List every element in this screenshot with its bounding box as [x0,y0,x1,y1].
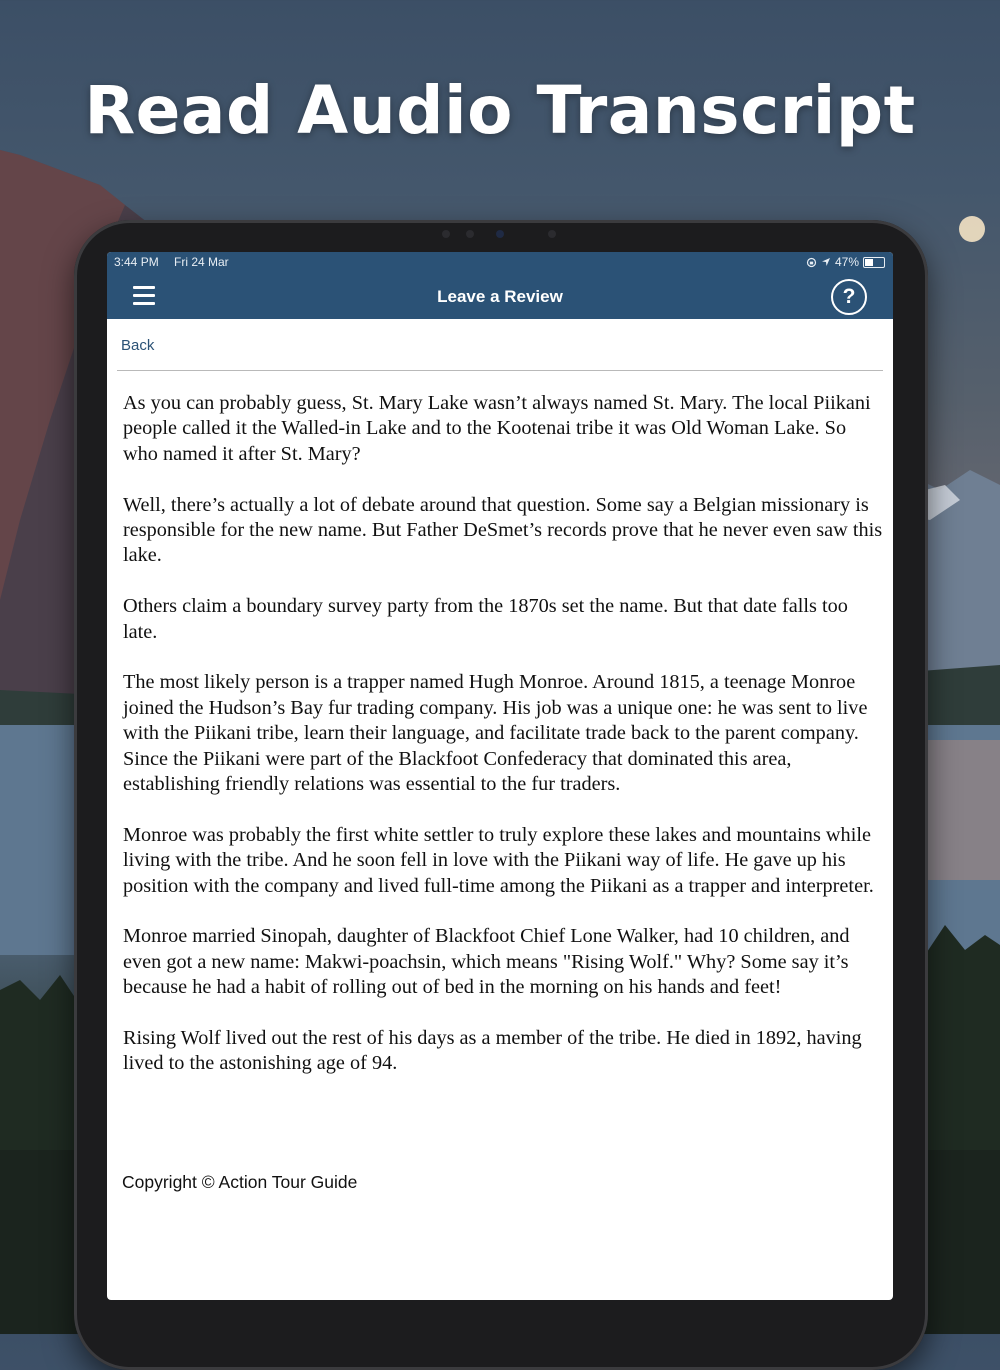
transcript-paragraph: As you can probably guess, St. Mary Lake wasn’t always named St. Mary. The local Piikani people called it the Walled-in Lake and to the Kootenai tribe it was Old Woman Lake. So who named it after St. Mary? [123,392,871,465]
battery-level-fill [865,259,873,266]
divider [117,370,883,371]
app-screen [107,252,893,1300]
camera-bar [430,227,570,241]
transcript-text [123,391,883,1102]
transcript-paragraph: Well, there’s actually a lot of debate around that question. Some say a Belgian missionary is responsible for the new name. But Father DeSmet’s records prove that he never even saw this lake. [123,493,883,567]
status-indicators [806,255,885,269]
app-header [107,252,893,319]
camera-lens-icon [496,230,504,238]
copyright-notice: Copyright © Action Tour Guide [122,1172,358,1192]
status-date: Fri 24 Mar [174,255,229,269]
moon-shape [959,216,985,242]
orientation-lock-icon [806,257,817,268]
transcript-paragraph: Monroe was probably the first white settler to truly explore these lakes and mountains while living with the tribe. And he soon fell in love with the Piikani way of life. He gave up his position with the company and lived full-time among the Piikani as a trapper and interpreter. [123,823,874,897]
battery-icon [863,257,885,268]
back-link[interactable]: Back [121,337,155,354]
navigation-bar [107,274,893,319]
status-bar [107,252,893,272]
question-circle-icon[interactable]: ? [831,279,867,315]
transcript-paragraph: Rising Wolf lived out the rest of his days as a member of the tribe. He died in 1892, having lived to the astonishing age of 94. [123,1027,862,1075]
promo-headline: Read Audio Transcript [84,72,916,149]
sensor-dot [548,230,556,238]
transcript-paragraph: Others claim a boundary survey party from the 1870s set the name. But that date falls too late. [123,595,848,643]
location-arrow-icon [821,257,831,267]
sensor-dot [442,230,450,238]
page-title: Leave a Review [437,287,563,306]
transcript-paragraph: The most likely person is a trapper named Hugh Monroe. Around 1815, a teenage Monroe joined the Hudson’s Bay fur trading company. His job was a unique one: he was sent to live with the Piikani tribe, learn their language, and facilitate trade back to the parent company. Since the Piikani were part of the Blackfoot Confederacy that dominated this area, establishing friendly relations was essential to the fur traders. [123,671,868,796]
status-time: 3:44 PM [114,255,159,269]
sensor-dot [466,230,474,238]
battery-percentage: 47% [834,255,859,269]
transcript-paragraph: Monroe married Sinopah, daughter of Blackfoot Chief Lone Walker, had 10 children, and even got a new name: Makwi-poachsin, which means "Rising Wolf." Why? Some say it’s because he had a habit of rolling out of bed in the morning on his hands and feet! [123,925,850,999]
